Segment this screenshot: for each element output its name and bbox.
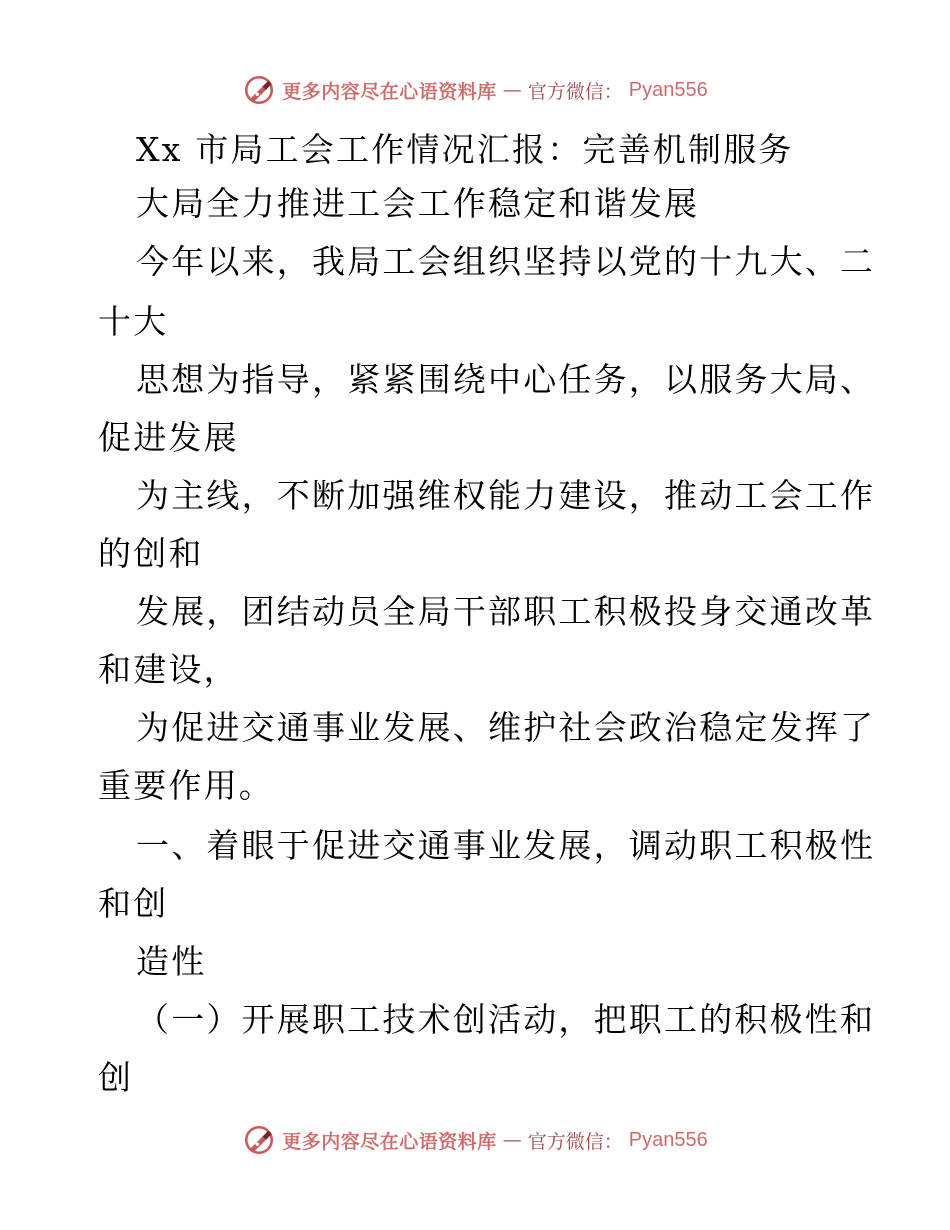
watermark-separator: — bbox=[502, 79, 522, 101]
watermark-separator: — bbox=[502, 1129, 522, 1151]
watermark-contact-label: 官方微信： bbox=[527, 1130, 623, 1153]
watermark-brand-text: 更多内容尽在心语资料库 bbox=[282, 80, 497, 103]
subsection-heading-line: 创 bbox=[98, 1058, 134, 1097]
pen-nib-logo-icon bbox=[242, 73, 276, 107]
paragraph-line: 的创和 bbox=[98, 534, 204, 573]
pen-nib-logo-icon bbox=[242, 1123, 276, 1157]
paragraph-line: 今年以来，我局工会组织坚持以党的十九大、二 bbox=[136, 242, 876, 281]
paragraph-line: 促进发展 bbox=[98, 418, 239, 457]
subsection-heading-line: （一）开展职工技术创活动，把职工的积极性和 bbox=[136, 1000, 876, 1039]
paragraph-line: 发展，团结动员全局干部职工积极投身交通改革 bbox=[136, 592, 876, 631]
paragraph-line: 思想为指导，紧紧围绕中心任务，以服务大局、 bbox=[136, 360, 876, 399]
watermark-wechat-id: Pyan556 bbox=[628, 78, 708, 101]
document-title-line-2: 大局全力推进工会工作稳定和谐发展 bbox=[136, 184, 700, 223]
paragraph-line: 重要作用。 bbox=[98, 766, 274, 805]
document-title-line-1: Xx 市局工会工作情况汇报：完善机制服务 bbox=[136, 130, 794, 169]
section-heading-line: 和创 bbox=[98, 884, 169, 923]
paragraph-line: 为主线，不断加强维权能力建设，推动工会工作 bbox=[136, 476, 876, 515]
watermark-contact-label: 官方微信： bbox=[527, 80, 623, 103]
watermark-brand-text: 更多内容尽在心语资料库 bbox=[282, 1130, 497, 1153]
watermark-wechat-id: Pyan556 bbox=[628, 1128, 708, 1151]
paragraph-line: 和建设， bbox=[98, 650, 239, 689]
section-heading-line: 一、着眼于促进交通事业发展，调动职工积极性 bbox=[136, 826, 876, 865]
section-heading-line: 造性 bbox=[136, 942, 207, 981]
paragraph-line: 为促进交通事业发展、维护社会政治稳定发挥了 bbox=[136, 708, 876, 747]
footer-watermark bbox=[0, 1120, 950, 1160]
paragraph-line: 十大 bbox=[98, 302, 169, 341]
header-watermark bbox=[0, 70, 950, 110]
